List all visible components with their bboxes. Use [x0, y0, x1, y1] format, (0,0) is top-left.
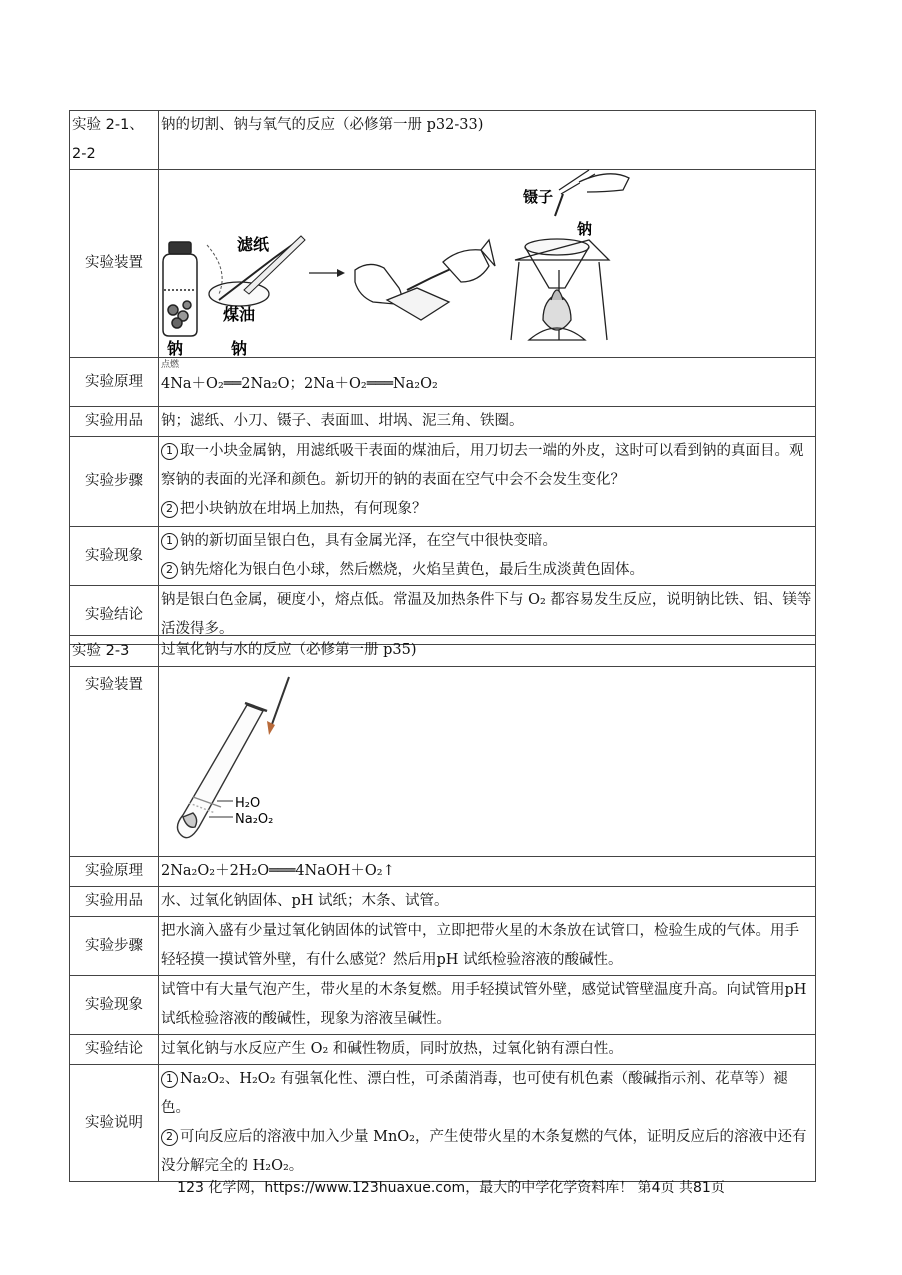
row-label-principle: 实验原理: [70, 857, 159, 887]
experiment-table-2: [69, 635, 816, 1182]
row-label-phenomena: 实验现象: [70, 976, 159, 1035]
circled-number-2: 2: [161, 562, 178, 579]
row-label-notes: 实验说明: [70, 1065, 159, 1182]
row-label-conclusion: 实验结论: [70, 586, 159, 645]
phenomena-cell: [159, 527, 816, 586]
row-label-steps: 实验步骤: [70, 917, 159, 976]
table2-header-label: 实验 2-3: [70, 636, 159, 667]
table1-header-label: 实验 2-1、2-2: [70, 111, 159, 170]
apparatus-figure-cell: [159, 170, 816, 358]
principle-cell: [159, 358, 816, 407]
row-label-phenomena: 实验现象: [70, 527, 159, 586]
note-2-text: 可向反应后的溶液中加入少量 MnO₂，产生使带火星的木条复燃的气体，证明反应后的溶液中还有没分解完全的 H₂O₂。: [161, 1129, 807, 1174]
steps-cell: [159, 437, 816, 527]
note-1-text: Na₂O₂、H₂O₂ 有强氧化性、漂白性，可杀菌消毒，也可使有机色素（酸碱指示剂、花草等）褪色。: [161, 1071, 788, 1116]
step-1-text: 取一小块金属钠，用滤纸吸干表面的煤油后，用刀切去一端的外皮，这时可以看到钠的真面目。观察钠的表面的光泽和颜色。新切开的钠的表面在空气中会不会发生变化？: [161, 443, 804, 488]
principle-equation: 4Na＋O₂══2Na₂O；2Na＋O₂═══Na₂O₂: [161, 376, 438, 392]
label-tweezers: 镊子: [523, 188, 554, 206]
table1-header-title: 钠的切割、钠与氧气的反应（必修第一册 p32-33): [159, 111, 816, 170]
table2-header-title: 过氧化钠与水的反应（必修第一册 p35): [159, 636, 816, 667]
label-sodium-c: 钠: [577, 220, 593, 238]
page-footer: 123 化学网，https://www.123huaxue.com，最大的中学化学资料库！ 第4页 共81页: [177, 1180, 725, 1196]
apparatus-figure-cell: [159, 667, 816, 857]
test-tube-figure: [159, 667, 819, 845]
circled-number-1: 1: [161, 443, 178, 460]
row-label-materials: 实验用品: [70, 407, 159, 437]
phenomenon-1-text: 钠的新切面呈银白色，具有金属光泽，在空气中很快变暗。: [180, 533, 557, 549]
experiment-table-1: [69, 110, 816, 645]
circled-number-2: 2: [161, 1129, 178, 1146]
conclusion-text: 过氧化钠与水反应产生 O₂ 和碱性物质，同时放热，过氧化钠有漂白性。: [159, 1035, 816, 1065]
principle-equation: 2Na₂O₂＋2H₂O═══4NaOH＋O₂↑: [159, 857, 816, 887]
conclusion-text: 钠是银白色金属，硬度小，熔点低。常温及加热条件下与 O₂ 都容易发生反应，说明钠比铁、铝、镁等活泼得多。: [159, 586, 816, 645]
row-label-steps: 实验步骤: [70, 437, 159, 527]
circled-number-1: 1: [161, 1071, 178, 1088]
materials-text: 水、过氧化钠固体、pH 试纸；木条、试管。: [159, 887, 816, 917]
phenomenon-2-text: 钠先熔化为银白色小球，然后燃烧，火焰呈黄色，最后生成淡黄色固体。: [180, 562, 644, 578]
row-label-principle: 实验原理: [70, 358, 159, 407]
materials-text: 钠；滤纸、小刀、镊子、表面皿、坩埚、泥三角、铁圈。: [159, 407, 816, 437]
label-water: H₂O: [235, 796, 261, 811]
step-2-text: 把小块钠放在坩埚上加热，有何现象？: [180, 501, 427, 517]
row-label-apparatus: 实验装置: [70, 667, 159, 857]
label-sodium-b: 钠: [231, 339, 248, 358]
ignite-condition: 点燃: [161, 360, 180, 370]
label-sodium-peroxide: Na₂O₂: [235, 812, 274, 827]
hands-cutting-drawing: [355, 240, 495, 320]
phenomena-text: 试管中有大量气泡产生，带火星的木条复燃。用手轻摸试管外壁，感觉试管壁温度升高。向试管用pH 试纸检验溶液的酸碱性，现象为溶液呈碱性。: [159, 976, 816, 1035]
sodium-cutting-figure: [159, 170, 819, 358]
label-filter-paper: 滤纸: [237, 235, 270, 254]
row-label-conclusion: 实验结论: [70, 1035, 159, 1065]
circled-number-1: 1: [161, 533, 178, 550]
label-kerosene: 煤油: [223, 305, 256, 324]
row-label-materials: 实验用品: [70, 887, 159, 917]
circled-number-2: 2: [161, 501, 178, 518]
steps-text: 把水滴入盛有少量过氧化钠固体的试管中，立即把带火星的木条放在试管口，检验生成的气体。用手轻轻摸一摸试管外壁，有什么感觉？然后用pH 试纸检验溶液的酸碱性。: [159, 917, 816, 976]
label-sodium-a: 钠: [167, 339, 184, 358]
kerosene-bottle: [163, 242, 197, 336]
row-label-apparatus: 实验装置: [70, 170, 159, 358]
notes-cell: [159, 1065, 816, 1182]
